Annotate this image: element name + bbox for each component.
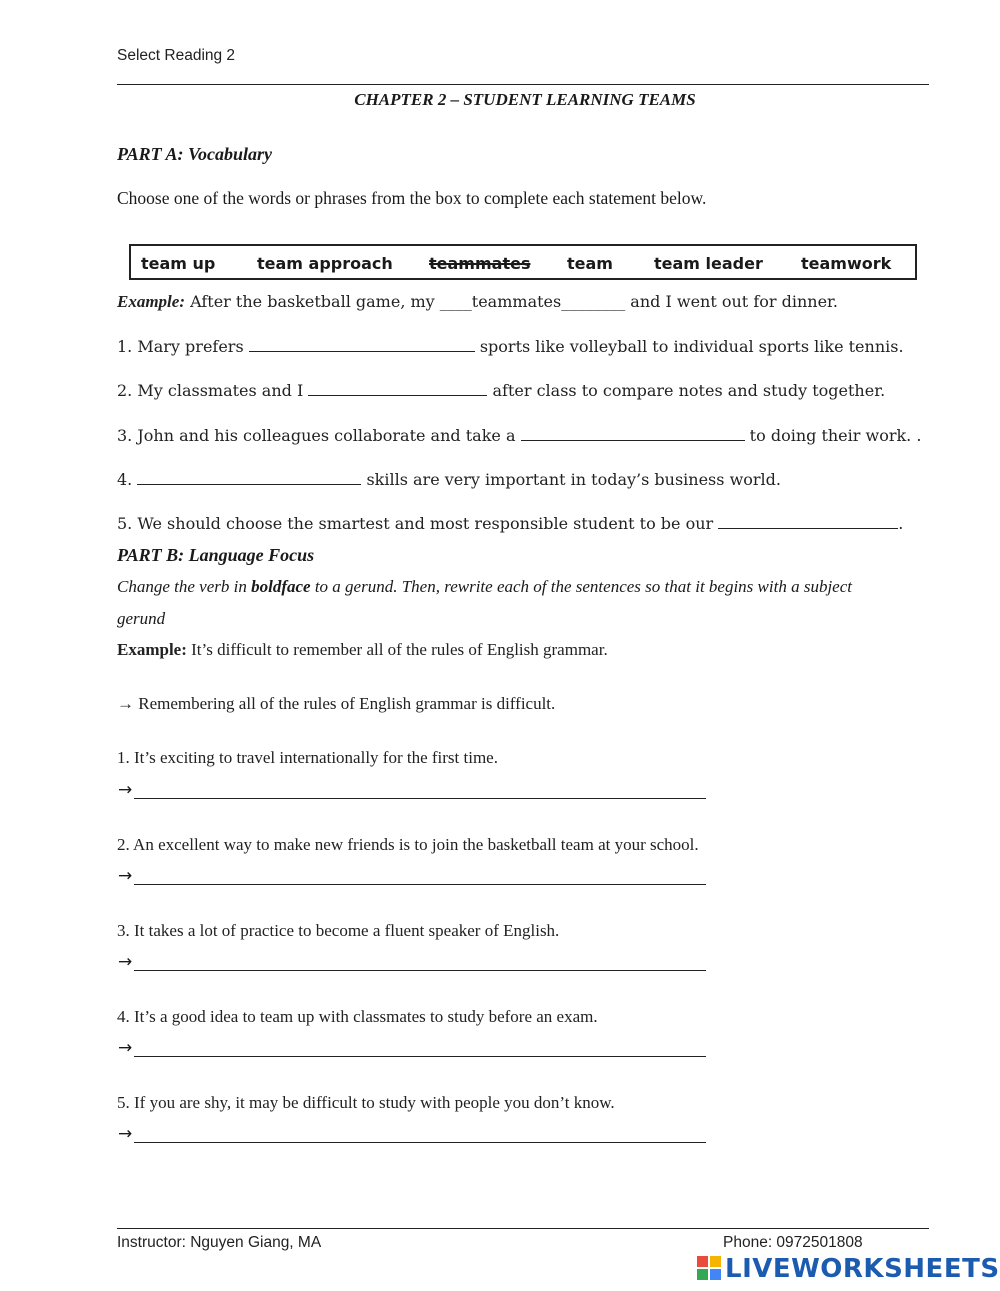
part-b-item-2: 2. An excellent way to make new friends is to join the basketball team at your school.	[117, 835, 699, 854]
word-box-item: teamwork	[801, 254, 892, 273]
item-text-after: sports like volleyball to individual sports like tennis.	[479, 337, 904, 356]
answer-blank[interactable]	[718, 514, 898, 529]
item-text-after: after class to compare notes and study together.	[492, 381, 886, 400]
answer-blank[interactable]	[521, 426, 745, 441]
course-name: Select Reading 2	[117, 47, 236, 64]
item-text-before: 2. My classmates and I	[117, 381, 304, 400]
example-answer-text: Remembering all of the rules of English grammar is difficult.	[138, 694, 556, 713]
part-a-item-5	[117, 514, 903, 533]
part-a-item-3	[117, 426, 921, 445]
word-box-item: team approach	[257, 254, 393, 273]
word-box-item: team leader	[654, 254, 763, 273]
part-b-instruction-line2: gerund	[117, 609, 166, 628]
example-sentence: After the basketball game, my ____teammates________ and I went out for dinner.	[185, 292, 839, 311]
answer-line[interactable]	[134, 970, 706, 971]
part-a-heading: PART A: Vocabulary	[117, 144, 273, 164]
answer-line[interactable]	[134, 1142, 706, 1143]
liveworksheets-logo-icon	[697, 1256, 721, 1280]
part-b-example	[117, 640, 608, 660]
word-box-item: team	[567, 254, 613, 273]
phone-number: Phone: 0972501808	[723, 1234, 863, 1251]
part-b-item-5: 5. If you are shy, it may be difficult to study with people you don’t know.	[117, 1093, 615, 1112]
item-text-before: 3. John and his colleagues collaborate and take a	[117, 426, 516, 445]
item-text-after: .	[898, 514, 904, 533]
item-text-after: to doing their work. .	[749, 426, 922, 445]
answer-line[interactable]	[134, 1056, 706, 1057]
arrow-icon: →	[118, 1038, 133, 1058]
arrow-icon: →	[118, 952, 133, 972]
arrow-icon: →	[117, 694, 134, 713]
arrow-icon: →	[118, 866, 133, 886]
arrow-icon: →	[118, 780, 133, 800]
page-title: CHAPTER 2 – STUDENT LEARNING TEAMS	[354, 90, 696, 109]
liveworksheets-logo-text: LIVEWORKSHEETS	[725, 1254, 1000, 1284]
instruction-text: to a gerund. Then, rewrite each of the sentences so that it begins with a subject	[310, 577, 852, 596]
example-label: Example:	[117, 292, 185, 311]
word-box	[129, 244, 917, 280]
instruction-text: Change the verb in	[117, 577, 252, 596]
answer-blank[interactable]	[137, 470, 361, 485]
answer-blank[interactable]	[308, 381, 487, 396]
part-a-instruction: Choose one of the words or phrases from the box to complete each statement below.	[117, 188, 707, 208]
word-box-item: team up	[141, 254, 216, 273]
instruction-bold-text: boldface	[251, 577, 311, 596]
part-a-item-2	[117, 381, 885, 400]
arrow-icon: →	[118, 1124, 133, 1144]
answer-line[interactable]	[134, 798, 706, 799]
item-text-before: 1. Mary prefers	[117, 337, 244, 356]
item-text-after: skills are very important in today’s business world.	[366, 470, 781, 489]
instructor-name: Instructor: Nguyen Giang, MA	[117, 1234, 322, 1251]
item-text-before: 4.	[117, 470, 133, 489]
part-b-instruction	[117, 577, 852, 597]
example-label: Example:	[117, 640, 187, 659]
footer-divider	[117, 1228, 929, 1229]
word-box-item-struck: teammates	[429, 254, 531, 273]
part-b-heading: PART B: Language Focus	[117, 545, 315, 565]
header-divider	[117, 84, 929, 85]
part-b-item-1: 1. It’s exciting to travel internationally for the first time.	[117, 748, 498, 767]
part-a-item-1	[117, 337, 904, 356]
answer-blank[interactable]	[249, 337, 475, 352]
example-sentence: It’s difficult to remember all of the rules of English grammar.	[186, 640, 608, 659]
part-a-example	[117, 292, 838, 312]
part-b-item-4: 4. It’s a good idea to team up with classmates to study before an exam.	[117, 1007, 598, 1026]
answer-line[interactable]	[134, 884, 706, 885]
part-b-example-answer	[117, 694, 555, 714]
item-text-before: 5. We should choose the smartest and most responsible student to be our	[117, 514, 714, 533]
part-a-item-4	[117, 470, 781, 489]
part-b-item-3: 3. It takes a lot of practice to become a fluent speaker of English.	[117, 921, 560, 940]
